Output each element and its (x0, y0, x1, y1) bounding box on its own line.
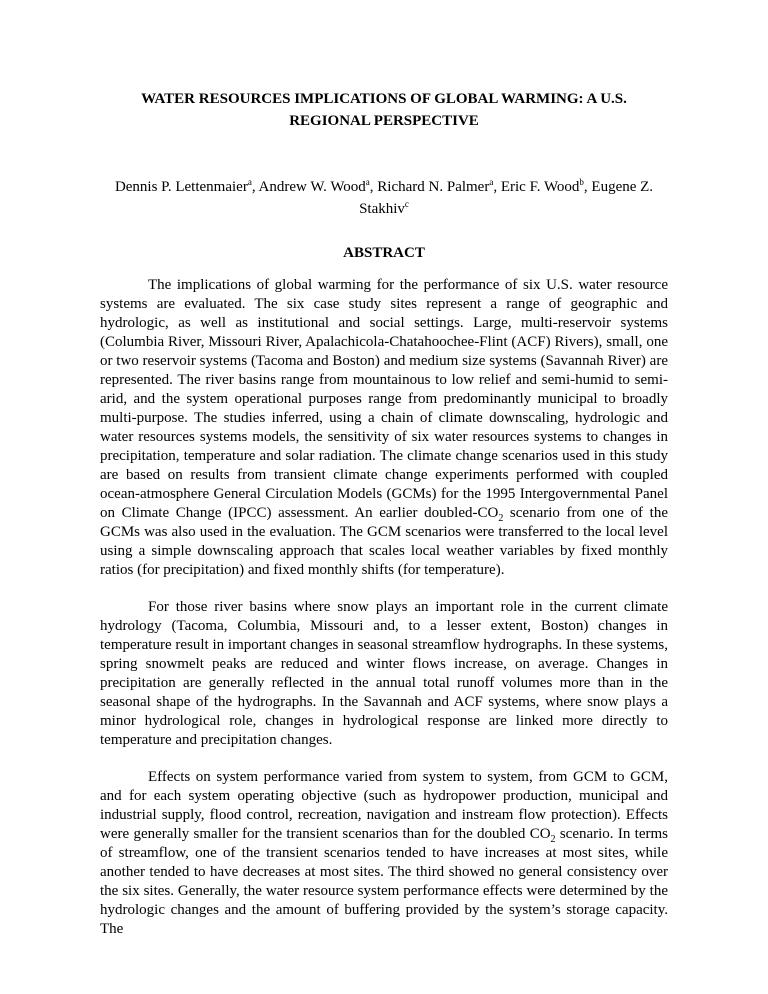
author-affiliation: a (489, 177, 494, 187)
abstract-heading: ABSTRACT (343, 245, 425, 261)
paragraph-text: scenario. In terms of streamflow, one of the transient scenarios tended to have increases at most sites, while another tended to have decreases at most sites. The third showed no general consistency over the six sites. Generally, the water resource system performance effects were determined by the hydrologic changes and the amount of buffering provided by the system’s storage capacity. The (100, 826, 668, 937)
author-list (100, 176, 668, 220)
author-name: Dennis P. Lettenmaier (114, 179, 248, 195)
author-separator: , (251, 179, 259, 195)
paragraph-text: The implications of global warming for the performance of six U.S. water resource systems are evaluated. The six case study sites represent a range of geographic and hydrologic, as well as institutional and social settings. Large, multi-reservoir systems (Columbia River, Missouri River, Apalachicola-Chatahoochee-Flint (ACF) Rivers), small, one or two reservoir systems (Tacoma and Boston) and medium size systems (Savannah River) are represented. The river basins range from mountainous to low relief and semi-humid to semi-arid, and the system operational purposes range from predominantly municipal to broadly multi-purpose. The studies inferred, using a chain of climate downscaling, hydrologic and water resources systems models, the sensitivity of six water resources systems to changes in precipitation, temperature and solar radiation. The climate change scenarios used in this study are based on results from transient climate change experiments performed with coupled ocean-atmosphere General Circulation Models (GCMs) for the 1995 Intergovernmental Panel on Climate Change (IPCC) assessment. An earlier doubled-CO (100, 277, 668, 521)
author-separator: , (493, 179, 501, 195)
paper-title: WATER RESOURCES IMPLICATIONS OF GLOBAL WARMING: A U.S. REGIONAL PERSPECTIVE (141, 91, 627, 129)
subscript-text: 2 (550, 834, 556, 845)
paragraph-text: Effects on system performance varied from system to system, from GCM to GCM, and for each system operating objective (such as hydropower production, municipal and industrial supply, flood control, recreation, navigation and instream flow protection). Effects were generally smaller for the transient scenarios than for the doubled CO (100, 769, 668, 842)
abstract-body (100, 276, 668, 957)
author-affiliation: a (365, 177, 370, 187)
abstract-paragraph-1 (100, 276, 668, 580)
author-name: Eric F. Wood (500, 179, 580, 195)
subscript-text: 2 (498, 513, 504, 524)
abstract-paragraph-3 (100, 768, 668, 939)
abstract-paragraph-2: For those river basins where snow plays an important role in the current climate hydrology (Tacoma, Columbia, Missouri and, to a lesser extent, Boston) changes in temperature result in important changes in seasonal streamflow hydrographs. In these systems, spring snowmelt peaks are reduced and winter flows increase, on average. Changes in precipitation are generally reflected in the annual total runoff volumes more than in the seasonal shape of the hydrographs. In the Savannah and ACF systems, where snow plays a minor hydrological role, changes in hydrological response are linked more directly to temperature and precipitation changes. (100, 599, 668, 748)
author-affiliation: a (247, 177, 252, 187)
author-affiliation: b (579, 177, 584, 187)
author-separator: , (583, 179, 592, 195)
author-name: Richard N. Palmer (377, 179, 490, 195)
author-name: Andrew W. Wood (258, 179, 366, 195)
author-affiliation: c (404, 199, 409, 209)
paragraph-text: scenario from one of the GCMs was also used in the evaluation. The GCM scenarios were transferred to the local level using a simple downscaling approach that scales local weather variables by fixed monthly ratios (for precipitation) and fixed monthly shifts (for temperature). (100, 505, 668, 578)
author-name: Eugene Z. Stakhiv (359, 179, 654, 217)
author-separator: , (369, 179, 378, 195)
